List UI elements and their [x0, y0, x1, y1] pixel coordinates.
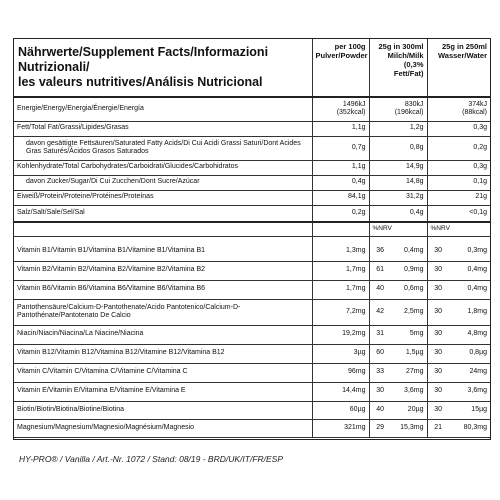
value-water: 0,4mg: [445, 261, 490, 280]
table-row: [14, 280, 490, 299]
table-row: [14, 205, 490, 222]
value-per-100g: 3µg: [312, 344, 369, 363]
value-water: 4,8mg: [445, 325, 490, 344]
nrv-milk: 30: [427, 325, 445, 344]
value-per-100g: 1,7mg: [312, 280, 369, 299]
table-row: [14, 401, 490, 419]
value-water: 15µg: [445, 401, 490, 419]
row-label: Vitamin B2/Vitamin B2/Vitamina B2/Vitamine B2/Vitamina B2: [14, 261, 312, 280]
table-row: [14, 175, 490, 190]
value-milk: 0,4mg: [387, 242, 427, 261]
energy-kj-milk: 830kJ: [404, 100, 424, 108]
energy-kj-per-100g: 1496kJ: [342, 100, 366, 108]
header-row: [14, 39, 490, 97]
value-milk: 0,8g: [369, 136, 427, 160]
value-milk: 15,3mg: [387, 419, 427, 437]
table-row: [14, 382, 490, 401]
row-label: Salz/Salt/Sale/Sel/Sal: [14, 205, 312, 222]
value-per-100g: 0,7g: [312, 136, 369, 160]
footnote-text: [14, 437, 490, 440]
nutrition-label: [13, 38, 491, 440]
value-water: 0,1g: [427, 175, 490, 190]
value-milk: 27mg: [387, 363, 427, 382]
value-per-100g: 96mg: [312, 363, 369, 382]
nrv-per-100g: 29: [369, 419, 387, 437]
value-per-100g: 19,2mg: [312, 325, 369, 344]
value-water: 0,3mg: [445, 242, 490, 261]
value-per-100g: 1,7mg: [312, 261, 369, 280]
row-label: Pantothensäure/Calcium-D-Pantothenate/Acido Pantotenico/Calcium-D-Pantothénate/Pantotenato De Calcio: [14, 299, 312, 325]
row-label: Vitamin B12/Vitamin B12/Vitamina B12/Vitamine B12/Vitamina B12: [14, 344, 312, 363]
nrv-milk: 30: [427, 344, 445, 363]
value-water: 3,6mg: [445, 382, 490, 401]
nrv-per-100g: 31: [369, 325, 387, 344]
table-row: [14, 136, 490, 160]
value-per-100g: 60µg: [312, 401, 369, 419]
value-water: 24mg: [445, 363, 490, 382]
table-row: [14, 160, 490, 175]
nrv-milk: 30: [427, 280, 445, 299]
title-line-1: Nährwerte/Supplement Facts/Informazioni Nutrizionali/: [18, 45, 269, 74]
nrv-milk: 30: [427, 382, 445, 401]
nrv-per-100g: 61: [369, 261, 387, 280]
value-per-100g: 321mg: [312, 419, 369, 437]
nrv-milk: 30: [427, 261, 445, 280]
table-row: [14, 419, 490, 437]
nrv-per-100g: 42: [369, 299, 387, 325]
row-label: Eiweiß/Protein/Proteine/Protéines/Proteínas: [14, 190, 312, 205]
value-per-100g: 0,4g: [312, 175, 369, 190]
nrv-label-water: %NRV: [427, 222, 490, 236]
nrv-milk: 30: [427, 242, 445, 261]
value-water: 21g: [427, 190, 490, 205]
value-milk: 1,5µg: [387, 344, 427, 363]
value-milk: 3,6mg: [387, 382, 427, 401]
column-header-milk: 25g in 300ml Milch/Milk (0,3% Fett/Fat): [369, 39, 427, 97]
column-header-per-100g: per 100g Pulver/Powder: [312, 39, 369, 97]
table-row: [14, 363, 490, 382]
table-row: [14, 97, 490, 121]
value-milk: 0,4g: [369, 205, 427, 222]
row-label: Vitamin C/Vitamin C/Vitamina C/Vitamine C/Vitamina C: [14, 363, 312, 382]
value-water: 80,3mg: [445, 419, 490, 437]
value-water: 0,3g: [427, 160, 490, 175]
footnote-row: [14, 437, 490, 440]
nrv-label-milk: %NRV: [369, 222, 427, 236]
value-water: 0,8µg: [445, 344, 490, 363]
value-per-100g: 14,4mg: [312, 382, 369, 401]
nrv-milk: 21: [427, 419, 445, 437]
table-row: [14, 325, 490, 344]
energy-kcal-water: (88kcal): [462, 109, 488, 117]
table-row: [14, 242, 490, 261]
value-water: 0,3g: [427, 121, 490, 136]
energy-kcal-milk: (196kcal): [394, 109, 424, 117]
nrv-per-100g: 40: [369, 401, 387, 419]
value-per-100g: 84,1g: [312, 190, 369, 205]
value-water: 0,4mg: [445, 280, 490, 299]
energy-kj-water: 374kJ: [468, 100, 488, 108]
value-per-100g: 7,2mg: [312, 299, 369, 325]
energy-kcal-per-100g: (352kcal): [336, 109, 366, 117]
value-milk: 31,2g: [369, 190, 427, 205]
row-label: davon Zucker/Sugar/Di Cui Zucchen/Dont Sucre/Azúcar: [14, 175, 312, 190]
row-label: Vitamin B6/Vitamin B6/Vitamina B6/Vitamine B6/Vitamina B6: [14, 280, 312, 299]
value-milk: 14,8g: [369, 175, 427, 190]
nrv-header-row: [14, 222, 490, 236]
table-row: [14, 121, 490, 136]
value-water: <0,1g: [427, 205, 490, 222]
table-row: [14, 299, 490, 325]
title-line-2: les valeurs nutritives/Análisis Nutricional: [18, 75, 263, 89]
nrv-milk: 30: [427, 401, 445, 419]
value-milk: 1,2g: [369, 121, 427, 136]
value-milk: 2,5mg: [387, 299, 427, 325]
value-milk: 20µg: [387, 401, 427, 419]
nrv-milk: 30: [427, 363, 445, 382]
value-milk: 5mg: [387, 325, 427, 344]
nrv-milk: 30: [427, 299, 445, 325]
value-per-100g: 1,1g: [312, 121, 369, 136]
column-header-water: 25g in 250ml Wasser/Water: [427, 39, 490, 97]
table-row: [14, 261, 490, 280]
nrv-per-100g: 36: [369, 242, 387, 261]
value-water: 1,8mg: [445, 299, 490, 325]
row-label: Energie/Energy/Energia/Énergie/Energía: [14, 97, 312, 121]
row-label: Fett/Total Fat/Grassi/Lipides/Grasas: [14, 121, 312, 136]
table-title: [14, 39, 312, 97]
nrv-per-100g: 60: [369, 344, 387, 363]
row-label: Niacin/Niacin/Niacina/La Niacine/Niacina: [14, 325, 312, 344]
row-label: Magnesium/Magnesium/Magnesio/Magnésium/Magnesio: [14, 419, 312, 437]
value-per-100g: 1,1g: [312, 160, 369, 175]
table-row: [14, 190, 490, 205]
nrv-per-100g: 33: [369, 363, 387, 382]
value-milk: 14,9g: [369, 160, 427, 175]
value-milk: 0,9mg: [387, 261, 427, 280]
table-row: [14, 344, 490, 363]
value-water: 0,2g: [427, 136, 490, 160]
nrv-per-100g: 30: [369, 382, 387, 401]
value-per-100g: 0,2g: [312, 205, 369, 222]
value-per-100g: 1,3mg: [312, 242, 369, 261]
value-milk: 0,6mg: [387, 280, 427, 299]
row-label: Vitamin E/Vitamin E/Vitamina E/Vitamine E/Vitamina E: [14, 382, 312, 401]
row-label: Kohlenhydrate/Total Carbohydrates/Carboidrati/Glucides/Carbohidratos: [14, 160, 312, 175]
nutrition-table: [14, 39, 490, 440]
row-label: Biotin/Biotin/Biotina/Biotine/Biotina: [14, 401, 312, 419]
product-info-line: HY-PRO® / Vanilla / Art.-Nr. 1072 / Stand: 08/19 - BRD/UK/IT/FR/ESP: [19, 454, 284, 464]
nrv-per-100g: 40: [369, 280, 387, 299]
row-label: Vitamin B1/Vitamin B1/Vitamina B1/Vitamine B1/Vitamina B1: [14, 242, 312, 261]
row-label: davon gesättigte Fettsäuren/Saturated Fatty Acids/Di Cui Acidi Grassi Saturi/Dont Acides Gras Saturés/Ácidos Grasos Saturados: [14, 136, 312, 160]
